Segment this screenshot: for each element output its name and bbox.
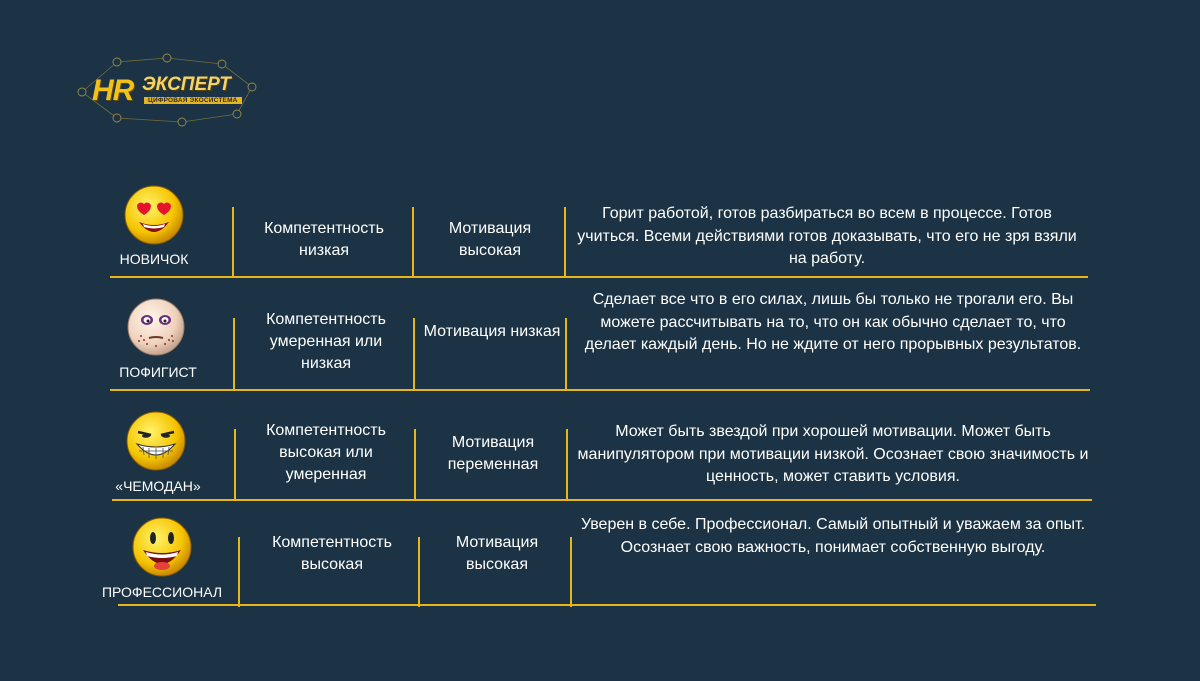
motivation-cell: Мотивация высокая — [455, 534, 539, 573]
logo-subtitle: ЦИФРОВАЯ ЭКОСИСТЕМА — [144, 97, 242, 104]
column-divider — [564, 207, 566, 277]
tired-unshaven-face-icon — [125, 296, 187, 358]
column-divider — [565, 318, 567, 390]
hr-expert-logo — [72, 52, 262, 127]
competence-cell: Компетентность умеренная или низкая — [266, 311, 386, 372]
motivation-cell: Мотивация переменная — [447, 434, 539, 473]
competence-cell: Компетентность высокая — [272, 534, 392, 573]
role-label: ПРОФЕССИОНАЛ — [101, 584, 223, 600]
column-divider — [232, 207, 234, 277]
heart-eyes-smiley-icon — [123, 184, 185, 246]
row-separator — [112, 499, 1092, 501]
role-label: НОВИЧОК — [119, 251, 189, 267]
column-divider — [412, 207, 414, 277]
logo-brand-text: ЭКСПЕРТ — [142, 74, 231, 95]
role-label: ПОФИГИСТ — [119, 364, 197, 380]
competence-cell: Компетентность низкая — [264, 220, 384, 259]
row-separator — [110, 389, 1090, 391]
logo-hr-text: HR — [92, 74, 134, 107]
row-separator — [118, 604, 1096, 606]
motivation-cell: Мотивация высокая — [448, 220, 532, 259]
column-divider — [238, 537, 240, 607]
description-cell: Сделает все что в его силах, лишь бы только не трогали его. Вы можете рассчитывать на то, что он как обычно сделает то, что делает каждый день. Но не ждите от него прорывных результатов. — [584, 291, 1082, 353]
row-separator — [110, 276, 1088, 278]
competence-cell: Компетентность высокая или умеренная — [266, 422, 386, 483]
column-divider — [418, 537, 420, 607]
motivation-cell: Мотивация низкая — [423, 323, 561, 340]
description-cell: Уверен в себе. Профессионал. Самый опытный и уважаем за опыт. Осознает свою важность, понимает собственную выгоду. — [580, 516, 1086, 556]
column-divider — [234, 429, 236, 499]
column-divider — [570, 537, 572, 607]
big-grin-smiley-icon — [131, 516, 193, 578]
description-cell: Горит работой, готов разбираться во всем в процессе. Готов учиться. Всеми действиями готов доказывать, что его не зря взяли на работу. — [577, 205, 1077, 267]
role-label: «ЧЕМОДАН» — [115, 478, 201, 494]
description-cell: Может быть звездой при хорошей мотивации. Может быть манипулятором при мотивации низкой. Осознает свою значимость и ценность, может ставить условия. — [577, 423, 1089, 485]
grinning-squint-smiley-icon — [125, 410, 187, 472]
column-divider — [414, 429, 416, 499]
column-divider — [566, 429, 568, 499]
column-divider — [413, 318, 415, 390]
column-divider — [233, 318, 235, 390]
